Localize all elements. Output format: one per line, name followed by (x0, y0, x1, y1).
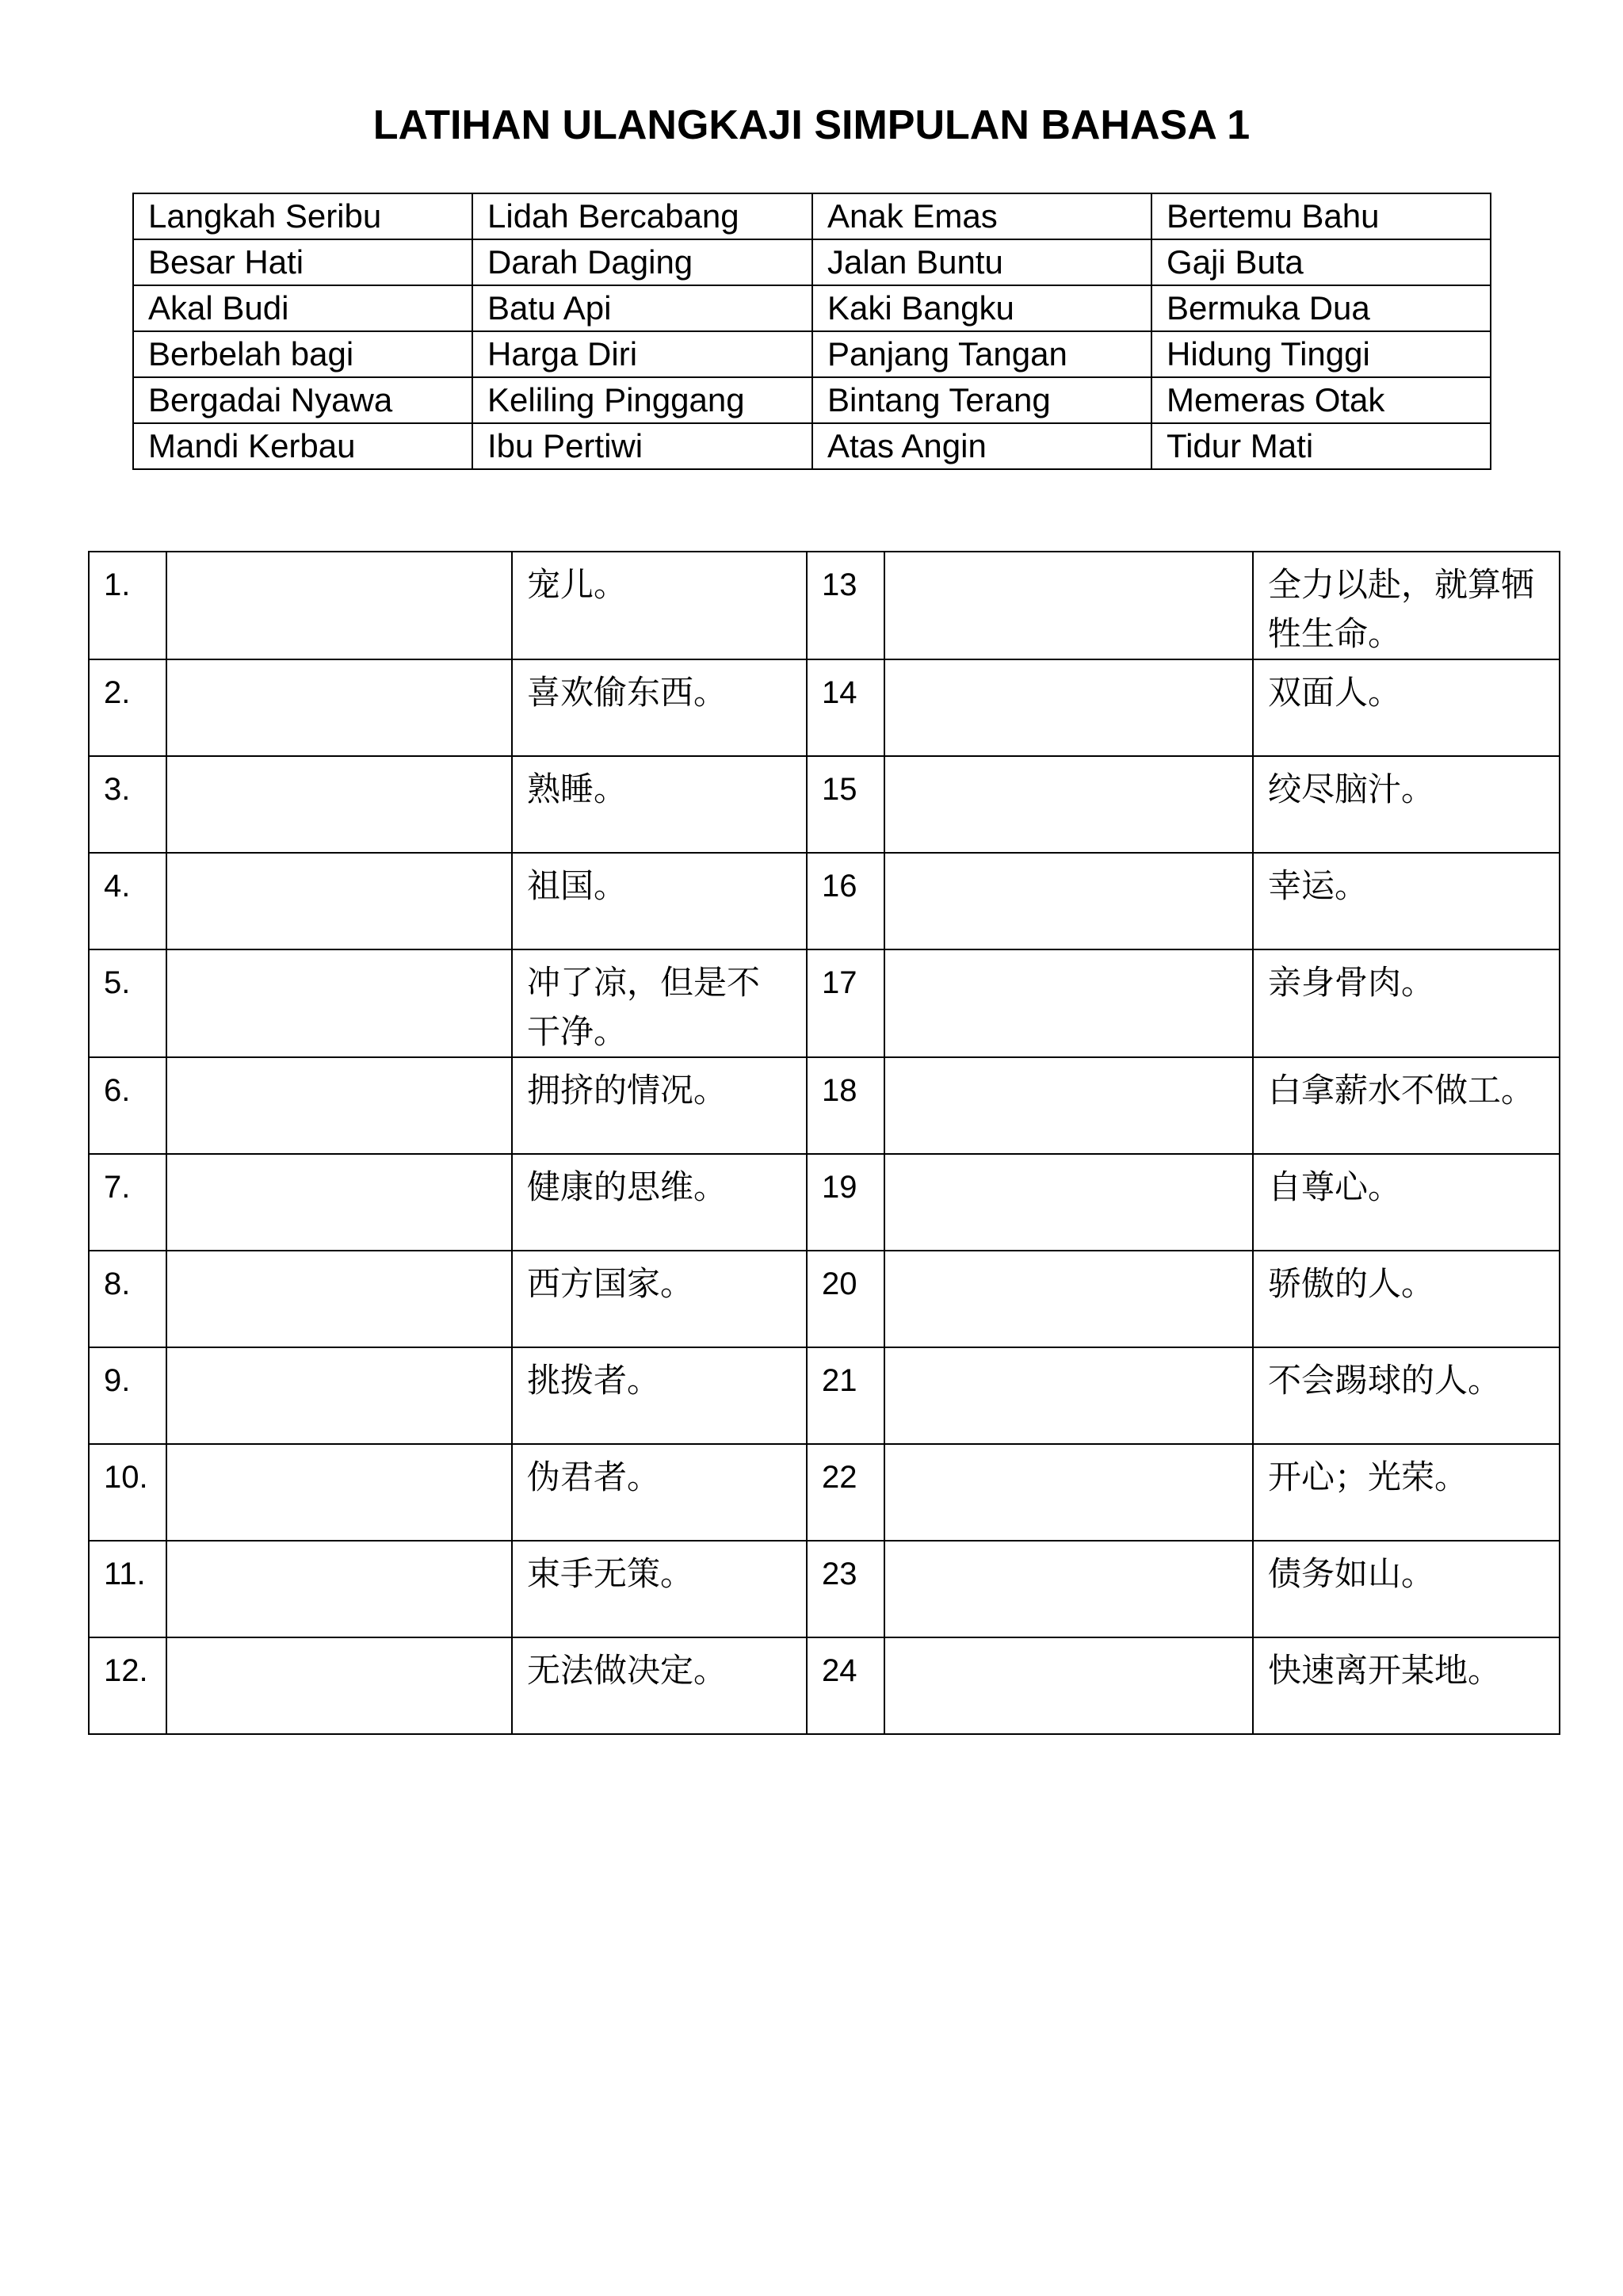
answer-blank[interactable] (884, 1251, 1253, 1347)
word-bank-cell: Akal Budi (133, 285, 472, 331)
answer-blank[interactable] (166, 756, 512, 853)
item-number: 23 (807, 1541, 884, 1637)
word-bank-row (133, 239, 1491, 285)
item-number: 14 (807, 659, 884, 756)
word-bank-cell: Besar Hati (133, 239, 472, 285)
word-bank-cell: Atas Angin (812, 423, 1151, 469)
item-meaning: 挑拨者。 (512, 1347, 807, 1444)
item-meaning: 幸运。 (1253, 853, 1560, 949)
word-bank-row (133, 423, 1491, 469)
word-bank-table (132, 193, 1491, 470)
answer-blank[interactable] (884, 1444, 1253, 1541)
item-meaning: 西方国家。 (512, 1251, 807, 1347)
answer-blank[interactable] (166, 1251, 512, 1347)
item-number: 24 (807, 1637, 884, 1734)
answer-blank[interactable] (884, 1154, 1253, 1251)
word-bank-cell: Bermuka Dua (1151, 285, 1491, 331)
item-number: 17 (807, 949, 884, 1057)
item-meaning: 白拿薪水不做工。 (1253, 1057, 1560, 1154)
answer-blank[interactable] (166, 1347, 512, 1444)
word-bank-cell: Keliling Pinggang (472, 377, 812, 423)
word-bank-cell: Bergadai Nyawa (133, 377, 472, 423)
answer-blank[interactable] (166, 1444, 512, 1541)
table-row (89, 1154, 1560, 1251)
answer-blank[interactable] (884, 1637, 1253, 1734)
item-meaning: 熟睡。 (512, 756, 807, 853)
word-bank-cell: Lidah Bercabang (472, 193, 812, 239)
word-bank-cell: Anak Emas (812, 193, 1151, 239)
table-row (89, 756, 1560, 853)
answer-blank[interactable] (884, 552, 1253, 659)
word-bank-cell: Batu Api (472, 285, 812, 331)
item-meaning: 骄傲的人。 (1253, 1251, 1560, 1347)
table-row (89, 853, 1560, 949)
item-number: 22 (807, 1444, 884, 1541)
item-meaning: 伪君者。 (512, 1444, 807, 1541)
page-title: LATIHAN ULANGKAJI SIMPULAN BAHASA 1 (372, 102, 1251, 148)
answer-blank[interactable] (884, 756, 1253, 853)
item-meaning: 宠儿。 (512, 552, 807, 659)
item-meaning: 喜欢偷东西。 (512, 659, 807, 756)
word-bank-cell: Jalan Buntu (812, 239, 1151, 285)
item-meaning: 全力以赴，就算牺牲生命。 (1253, 552, 1560, 659)
item-meaning: 自尊心。 (1253, 1154, 1560, 1251)
answer-blank[interactable] (166, 853, 512, 949)
item-meaning: 健康的思维。 (512, 1154, 807, 1251)
item-number: 6. (89, 1057, 166, 1154)
item-number: 13 (807, 552, 884, 659)
item-meaning: 快速离开某地。 (1253, 1637, 1560, 1734)
answer-blank[interactable] (166, 949, 512, 1057)
word-bank-cell: Darah Daging (472, 239, 812, 285)
word-bank-cell: Bintang Terang (812, 377, 1151, 423)
answer-blank[interactable] (884, 1057, 1253, 1154)
table-row (89, 659, 1560, 756)
table-row (89, 1347, 1560, 1444)
word-bank-cell: Tidur Mati (1151, 423, 1491, 469)
word-bank-cell: Gaji Buta (1151, 239, 1491, 285)
item-number: 11. (89, 1541, 166, 1637)
item-number: 15 (807, 756, 884, 853)
word-bank-cell: Ibu Pertiwi (472, 423, 812, 469)
item-meaning: 开心；光荣。 (1253, 1444, 1560, 1541)
table-row (89, 552, 1560, 659)
table-row (89, 1541, 1560, 1637)
answer-blank[interactable] (166, 659, 512, 756)
table-row (89, 1251, 1560, 1347)
item-number: 20 (807, 1251, 884, 1347)
table-row (89, 1057, 1560, 1154)
table-row (89, 949, 1560, 1057)
item-number: 2. (89, 659, 166, 756)
item-number: 21 (807, 1347, 884, 1444)
word-bank-row (133, 285, 1491, 331)
word-bank-cell: Harga Diri (472, 331, 812, 377)
answer-blank[interactable] (884, 949, 1253, 1057)
item-number: 4. (89, 853, 166, 949)
item-number: 12. (89, 1637, 166, 1734)
answer-blank[interactable] (166, 1637, 512, 1734)
item-meaning: 祖国。 (512, 853, 807, 949)
item-number: 7. (89, 1154, 166, 1251)
item-number: 19 (807, 1154, 884, 1251)
item-meaning: 无法做决定。 (512, 1637, 807, 1734)
item-meaning: 拥挤的情况。 (512, 1057, 807, 1154)
item-number: 8. (89, 1251, 166, 1347)
word-bank-cell: Kaki Bangku (812, 285, 1151, 331)
answer-blank[interactable] (884, 1541, 1253, 1637)
word-bank-row (133, 377, 1491, 423)
item-meaning: 亲身骨肉。 (1253, 949, 1560, 1057)
word-bank-row (133, 331, 1491, 377)
table-row (89, 1637, 1560, 1734)
item-meaning: 不会踢球的人。 (1253, 1347, 1560, 1444)
word-bank-row (133, 193, 1491, 239)
word-bank-cell: Hidung Tinggi (1151, 331, 1491, 377)
word-bank-cell: Mandi Kerbau (133, 423, 472, 469)
item-number: 5. (89, 949, 166, 1057)
answer-blank[interactable] (884, 853, 1253, 949)
item-number: 1. (89, 552, 166, 659)
item-number: 18 (807, 1057, 884, 1154)
answer-table (88, 551, 1560, 1735)
table-row (89, 1444, 1560, 1541)
answer-blank[interactable] (884, 1347, 1253, 1444)
word-bank-cell: Bertemu Bahu (1151, 193, 1491, 239)
item-meaning: 绞尽脑汁。 (1253, 756, 1560, 853)
item-number: 9. (89, 1347, 166, 1444)
item-number: 3. (89, 756, 166, 853)
answer-blank[interactable] (166, 1057, 512, 1154)
item-meaning: 冲了凉，但是不干净。 (512, 949, 807, 1057)
answer-blank[interactable] (166, 1541, 512, 1637)
answer-blank[interactable] (166, 1154, 512, 1251)
word-bank-cell: Langkah Seribu (133, 193, 472, 239)
answer-blank[interactable] (884, 659, 1253, 756)
item-number: 10. (89, 1444, 166, 1541)
item-meaning: 债务如山。 (1253, 1541, 1560, 1637)
word-bank-cell: Memeras Otak (1151, 377, 1491, 423)
item-meaning: 双面人。 (1253, 659, 1560, 756)
item-number: 16 (807, 853, 884, 949)
item-meaning: 束手无策。 (512, 1541, 807, 1637)
answer-blank[interactable] (166, 552, 512, 659)
word-bank-cell: Berbelah bagi (133, 331, 472, 377)
word-bank-cell: Panjang Tangan (812, 331, 1151, 377)
